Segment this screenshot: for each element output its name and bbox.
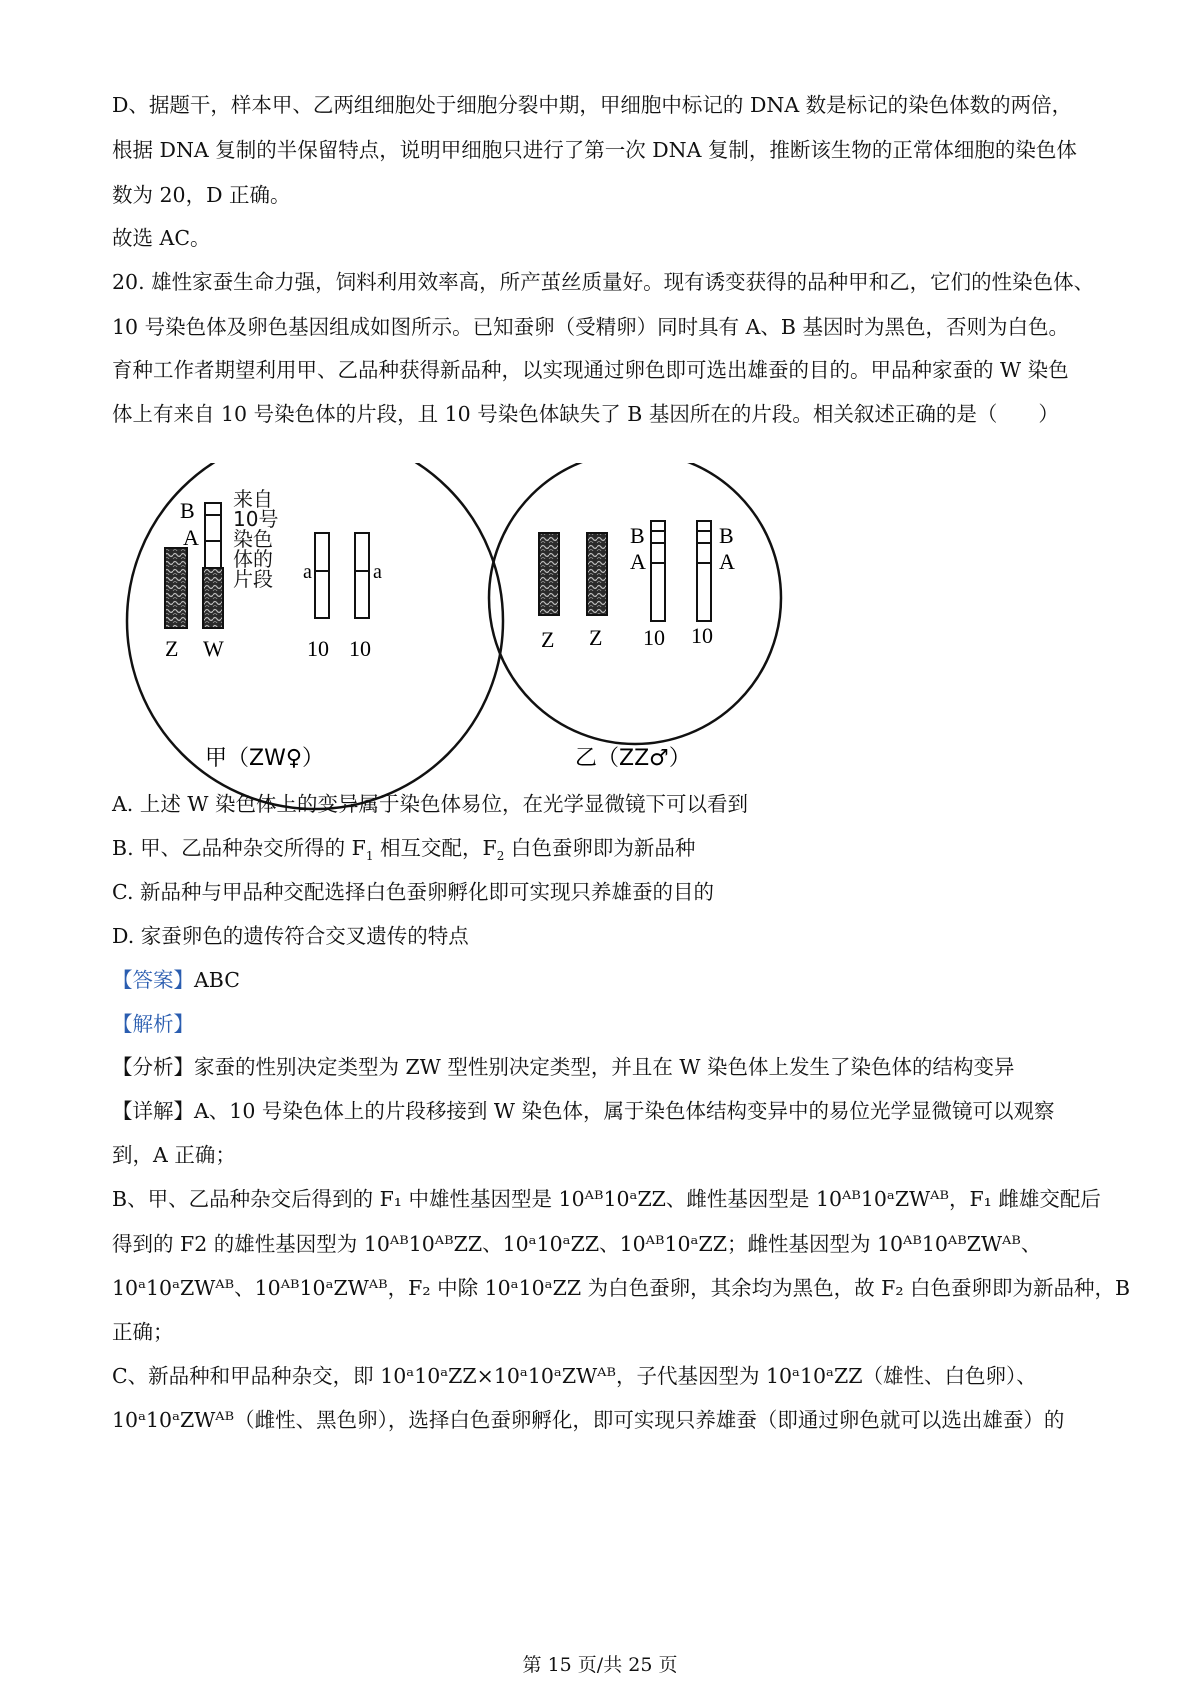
detail-line — [112, 1097, 1055, 1125]
subscript: 2 — [496, 849, 505, 864]
answer-value: ABC — [194, 968, 240, 992]
label-z: Z — [541, 627, 555, 652]
chromosome-10-b — [355, 533, 369, 618]
text-line: 10ᵃ10ᵃZWᴬᴮ、10ᴬᴮ10ᵃZWᴬᴮ，F₂ 中除 10ᵃ10ᵃZZ 为白色蚕卵，其余均为黑色，故 F₂ 白色蚕卵即为新品种，B — [112, 1276, 1131, 1300]
text-line: B、甲、乙品种杂交后得到的 F₁ 中雄性基因型是 10ᴬᴮ10ᵃZZ、雌性基因型是 10ᴬᴮ10ᵃZWᴬᴮ，F₁ 雌雄交配后 — [112, 1187, 1101, 1211]
label-10: 10 — [643, 625, 665, 650]
gene-a-small: a — [373, 561, 382, 583]
text-line: 10 号染色体及卵色基因组成如图所示。已知蚕卵（受精卵）同时具有 A、B 基因时为黑色，否则为白色。 — [112, 315, 1070, 339]
fenxi-label: 【分析】 — [112, 1055, 194, 1079]
caption-yi: 乙（ZZ♂） — [575, 746, 691, 771]
text-line: 正确； — [112, 1320, 174, 1344]
answer-label: 【答案】 — [112, 968, 194, 992]
fragment-label-box — [233, 489, 285, 604]
label-w: W — [203, 636, 224, 661]
fenxi-text: 家蚕的性别决定类型为 ZW 型性别决定类型，并且在 W 染色体上发生了染色体的结构变异 — [194, 1055, 1015, 1079]
gene-b-label: B — [630, 523, 645, 548]
gene-b-label: B — [180, 498, 195, 523]
text-line: 得到的 F2 的雄性基因型为 10ᴬᴮ10ᴬᴮZZ、10ᵃ10ᵃZZ、10ᴬᴮ10ᵃZZ；雌性基因型为 10ᴬᴮ10ᴬᴮZWᴬᴮ、 — [112, 1232, 1042, 1256]
label-10: 10 — [349, 636, 371, 661]
chromosome-10-a — [315, 533, 329, 618]
analysis-heading: 【解析】 — [112, 1012, 194, 1036]
fenxi-line — [112, 1053, 1014, 1081]
gene-a-label: A — [719, 549, 735, 574]
label-10: 10 — [307, 636, 329, 661]
subscript: 1 — [365, 849, 374, 864]
option-a: A. 上述 W 染色体上的变异属于染色体易位，在光学显微镜下可以看到 — [112, 792, 748, 816]
gene-a-label: A — [183, 525, 199, 550]
page-footer: 第 15 页/共 25 页 — [522, 1654, 678, 1676]
question-20-text: 20. 雄性家蚕生命力强，饲料利用效率高，所产茧丝质量好。现有诱变获得的品种甲和乙，它们的性染色体、 — [112, 270, 1095, 294]
text-line: 10ᵃ10ᵃZWᴬᴮ（雌性、黑色卵），选择白色蚕卵孵化，即可实现只养雄蚕（即通过卵色就可以选出雄蚕）的 — [112, 1408, 1065, 1432]
option-c: C. 新品种与甲品种交配选择白色蚕卵孵化即可实现只养雄蚕的目的 — [112, 880, 714, 904]
option-b-text: 白色蚕卵即为新品种 — [504, 836, 696, 860]
gene-a-small: a — [303, 561, 312, 583]
option-b-text: B. 甲、乙品种杂交所得的 F — [112, 836, 366, 860]
answer-line — [112, 966, 240, 994]
option-b-text: 相互交配，F — [373, 836, 497, 860]
fragment-label: 来自10号染色体的片段 — [233, 489, 279, 591]
w-fragment — [205, 503, 221, 568]
detail-text: A、10 号染色体上的片段移接到 W 染色体，属于染色体结构变异中的易位光学显微镜可以观察 — [194, 1099, 1055, 1123]
chromosome-10-yi — [697, 521, 711, 621]
diagram-yi — [489, 463, 781, 771]
chromosome-10-yi — [651, 521, 665, 621]
text-line: 到，A 正确； — [112, 1143, 236, 1167]
gene-a-label: A — [630, 549, 646, 574]
text-line: 根据 DNA 复制的半保留特点，说明甲细胞只进行了第一次 DNA 复制，推断该生物的正常体细胞的染色体 — [112, 138, 1077, 162]
text-line: C、新品种和甲品种杂交，即 10ᵃ10ᵃZZ×10ᵃ10ᵃZWᴬᴮ，子代基因型为 10ᵃ10ᵃZZ（雄性、白色卵）、 — [112, 1364, 1037, 1388]
text-line: D、据题干，样本甲、乙两组细胞处于细胞分裂中期，甲细胞中标记的 DNA 数是标记的染色体数的两倍， — [112, 93, 1073, 117]
gene-b-label: B — [719, 523, 734, 548]
cell-outline-yi — [489, 463, 781, 744]
w-chromosome — [203, 568, 223, 628]
z-chromosome — [165, 548, 187, 628]
z-chromosome — [587, 533, 607, 615]
z-chromosome — [539, 533, 559, 615]
label-z: Z — [589, 625, 603, 650]
detail-label: 【详解】 — [112, 1099, 194, 1123]
label-10: 10 — [691, 623, 713, 648]
text-line: 育种工作者期望利用甲、乙品种获得新品种，以实现通过卵色即可选出雄蚕的目的。甲品种家蚕的 W 染色 — [112, 358, 1069, 382]
label-z: Z — [165, 636, 179, 661]
option-b — [112, 834, 695, 862]
text-line: 故选 AC。 — [112, 226, 211, 250]
text-line: 体上有来自 10 号染色体的片段，且 10 号染色体缺失了 B 基因所在的片段。相关叙述正确的是（ ） — [112, 402, 1059, 426]
text-line: 数为 20，D 正确。 — [112, 183, 291, 207]
option-d: D. 家蚕卵色的遗传符合交叉遗传的特点 — [112, 924, 469, 948]
diagram-jia — [127, 463, 503, 809]
caption-jia: 甲（ZW♀） — [205, 746, 324, 771]
